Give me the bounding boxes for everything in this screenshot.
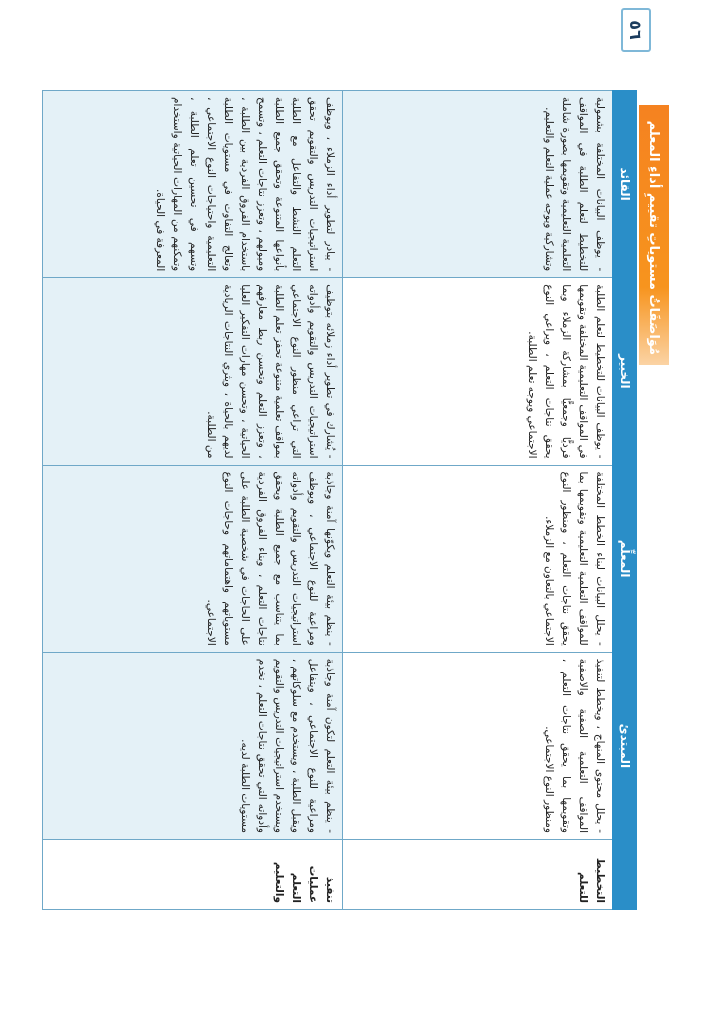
row-label-implementation: تنفيذ عمليات التعلم والتعليم: [43, 840, 343, 910]
cell-implementation-teacher: - ينظم بيئة التعلم ويكوّنها آمنة وجاذبة ومراعية للنوع الاجتماعي ، ويوظف استراتيجيات التدريس والتقويم وأدواته بما يتناسب مع جميع الطلبة ويحقق نتاجات التعلم ، وبناء الفروق الفردية على الحاجات في شخصية الطلبة على مستوياتهم واهتماماتهم وحاجات النوع الاجتماعي.: [43, 465, 343, 652]
header-leader: القائد: [613, 91, 637, 278]
cell-implementation-beginner: - ينظم بيئة التعلم لتكون آمنة وجاذبة ومراعية للنوع الاجتماعي ، ويتفاعل ويقبل الطلبة ، ويستخدم مع سلوكاتهم ، ويستخدم استراتيجيات التدريس والتقويم وأدواته التي تحقق نتاجات التعلم ، تخدم مستويات الطلبة لديه.: [43, 652, 343, 839]
performance-rubric-table: [42, 90, 637, 910]
page-title: مُوَاصَفَاتُ مستوياتِ تقييمِ أداءِ المعلم: [646, 120, 662, 355]
cell-planning-beginner: - يحلل محتوى المنهاج ، ويخطط لتنفيذ المواقف التعلمية الصفية والاصفية وتقويمها بما يحقق نتاجات التعلم ، ومنظور النوع الاجتماعي.: [343, 652, 613, 839]
table-row: [343, 91, 613, 910]
cell-planning-expert: - يوظف البيانات للتخطيط لتعلم الطلبة في المواقف التعليمية المختلفة وتقويمها فرديًّا وجمعيًّا بمشاركة الزملاء وبما يحقق نتاجات التعلم ، ويراعي النوع الاجتماعي ويوجه تعلم الطلبة.: [343, 278, 613, 465]
title-bar: [639, 105, 669, 365]
cell-implementation-leader: - يبادر لتطوير أداء الزملاء ، ويوظف استراتيجيات التدريس والتقويم تحقق التعلم النشط والتفاعل مع الطلبة بأنواعها المتنوعة وتحقق جميع الطلبة وميولهم ، وتعزز نتاجات التعلم ، وتسمح باستخدام الفروق الفردية بين الطلبة ، وتعالج التفاوت في مستويات الطلبة التعليمية واحتياجات النوع الاجتماعي ، وتسهم في تحسين تعلم الطلبة ، وتمكنهم من المهارات الحياتية واستخدام المعرفة في الحياة.: [43, 91, 343, 278]
cell-planning-teacher: - يحلل البيانات لبناء الخطط المختلفة للمواقف التعلمية التعليمية وتقويمها بما يحقق نتاجات التعلم ، ومنظور النوع الاجتماعي بالتعاون مع الزملاء.: [343, 465, 613, 652]
row-label-planning: التخطيط للتعلم: [343, 840, 613, 910]
header-corner: [613, 840, 637, 910]
header-row: [613, 91, 637, 910]
cell-planning-leader: - يوظف البيانات المختلفة بشمولية للتخطيط لتعلم الطلبة في المواقف التعلمية التعليمية وتقويمها بصورة شاملة وتشاركية ويوجه عملية التعلم والتعليم.: [343, 91, 613, 278]
header-expert: الخبير: [613, 278, 637, 465]
cell-implementation-expert: - يُشارك في تطوير أداء زملائه بتوظيف استراتيجيات التدريس والتقويم وأدواته التي تراعي منظور النوع الاجتماعي بمواقف تعلمية متنوعة تحفز تعلم الطلبة ، وتعزز التعلم وتحسن ربط معارفهم الحياتية ، وتحسن مهارات التفكير العليا لديهم بالحياة ، ويثري النتاجات الريادية من الطلبة.: [43, 278, 343, 465]
page-number: ٥٦: [621, 8, 651, 52]
table-row: [43, 91, 343, 910]
header-teacher: المعلِّم: [613, 465, 637, 652]
header-beginner: المبتدئ: [613, 652, 637, 839]
